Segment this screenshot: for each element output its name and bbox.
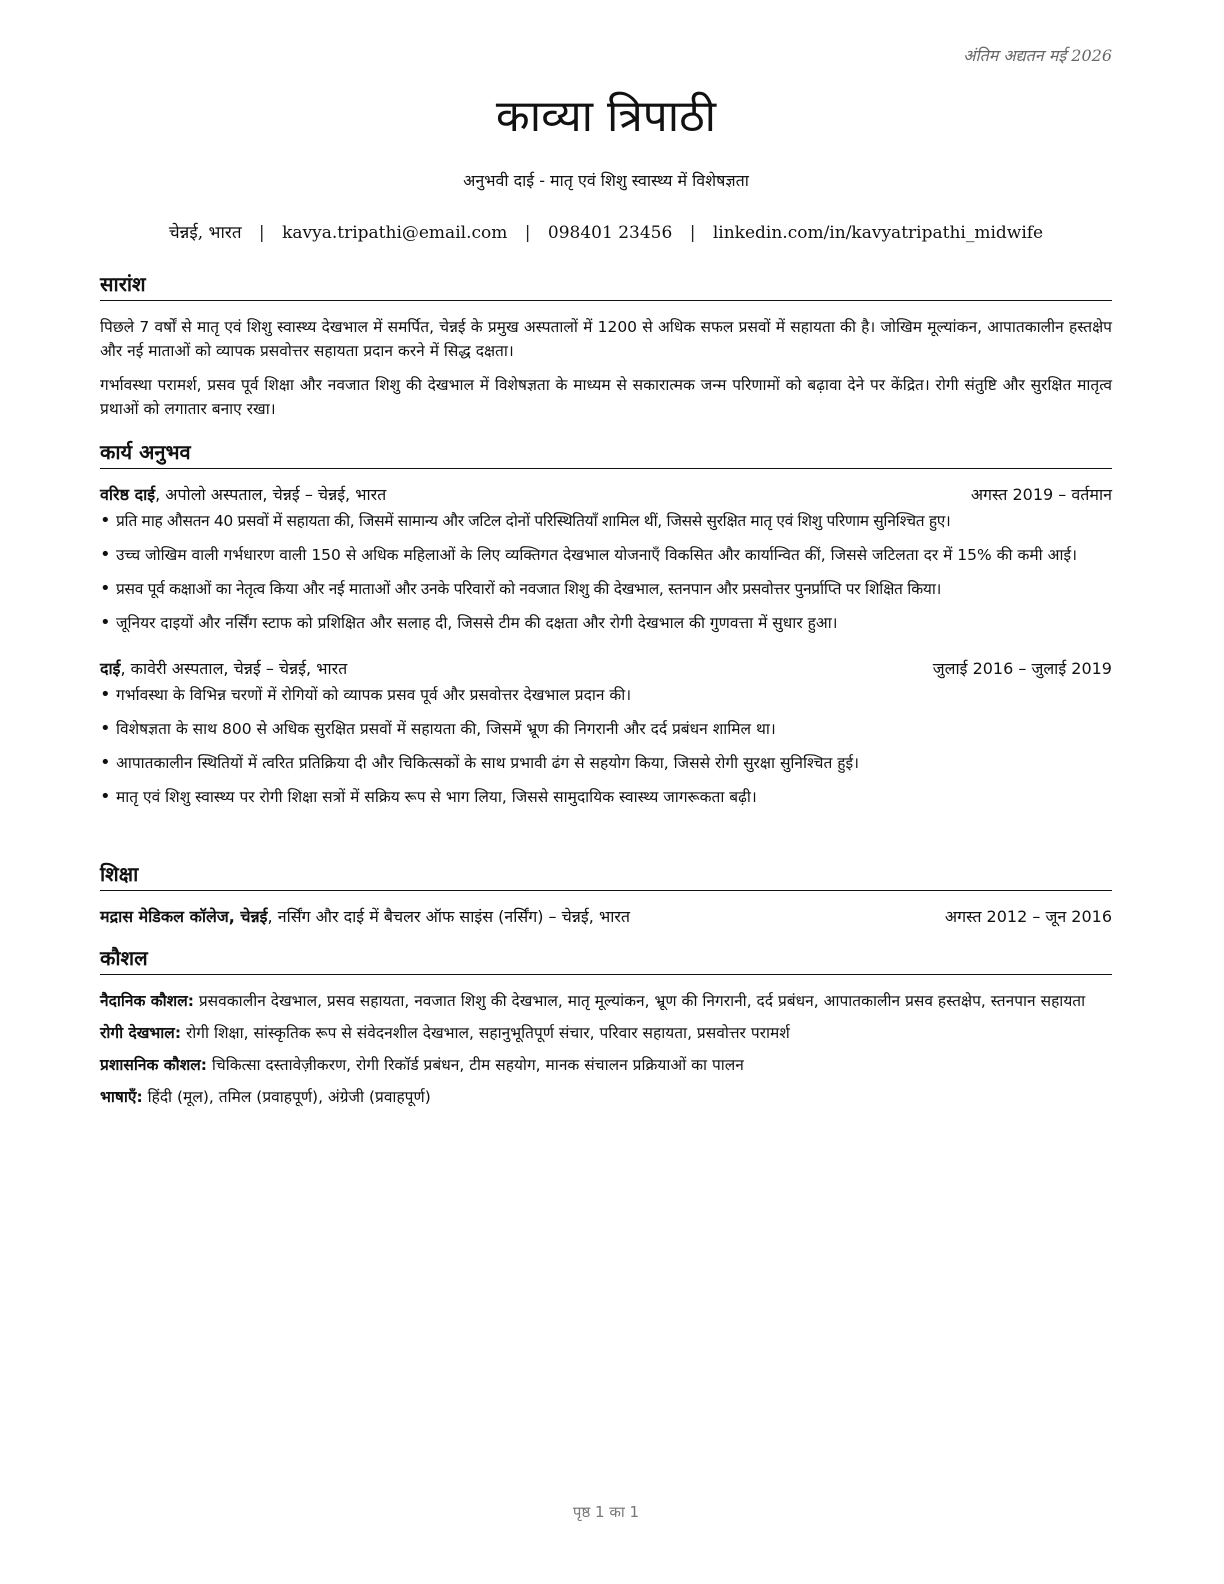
last-updated: अंतिम अद्यतन मई 2026: [963, 46, 1112, 65]
skill-line: [100, 989, 1112, 1013]
skills-section: [100, 944, 1112, 1109]
list-item: • आपातकालीन स्थितियों में त्वरित प्रतिक्रिया दी और चिकित्सकों के साथ प्रभावी ढंग से सहयोग किया, जिससे रोगी सुरक्षा सुनिश्चित हुई।: [100, 751, 1112, 775]
skill-label: नैदानिक कौशल:: [100, 992, 194, 1010]
education-institution: मद्रास मेडिकल कॉलेज, चेन्नई: [100, 907, 268, 926]
education-degree: , नर्सिंग और दाई में बैचलर ऑफ साइंस (नर्सिंग) – चेन्नई, भारत: [267, 907, 631, 926]
resume-page: [100, 0, 1112, 1584]
education-line: [100, 905, 630, 927]
summary-paragraph: पिछले 7 वर्षों से मातृ एवं शिशु स्वास्थ्य देखभाल में समर्पित, चेन्नई के प्रमुख अस्पतालों में 1200 से अधिक सफल प्रसवों में सहायता की है। जोखिम मूल्यांकन, आपातकालीन हस्तक्षेप और नई माताओं को व्यापक प्रसवोत्तर सहायता प्रदान करने में सिद्ध दक्षता।: [100, 318, 1112, 360]
skill-text: चिकित्सा दस्तावेज़ीकरण, रोगी रिकॉर्ड प्रबंधन, टीम सहयोग, मानक संचालन प्रक्रियाओं का पालन: [206, 1056, 744, 1074]
skill-label: प्रशासनिक कौशल:: [100, 1056, 207, 1074]
job-bullets: [100, 683, 1112, 809]
contact-line: [100, 220, 1112, 243]
education-entry: [100, 905, 1112, 927]
job-bullets: [100, 509, 1112, 635]
contact-location: चेन्नई, भारत: [168, 223, 242, 243]
contact-linkedin[interactable]: linkedin.com/in/kavyatripathi_midwife: [712, 223, 1044, 243]
job-role: वरिष्ठ दाई: [100, 485, 156, 504]
skill-text: हिंदी (मूल), तमिल (प्रवाहपूर्ण), अंग्रेजी (प्रवाहपूर्ण): [142, 1088, 431, 1106]
section-title: सारांश: [100, 270, 1112, 301]
job-role: दाई: [100, 659, 121, 678]
list-item: • प्रसव पूर्व कक्षाओं का नेतृत्व किया और नई माताओं और उनके परिवारों को नवजात शिशु की देखभाल, स्तनपान और प्रसवोत्तर पुनर्प्राप्ति पर शिक्षित किया।: [100, 577, 1112, 601]
skill-text: प्रसवकालीन देखभाल, प्रसव सहायता, नवजात शिशु की देखभाल, मातृ मूल्यांकन, भ्रूण की निगरानी, दर्द प्रबंधन, आपातकालीन प्रसव हस्तक्षेप, स्तनपान सहायता: [193, 992, 1086, 1010]
summary-paragraph: गर्भावस्था परामर्श, प्रसव पूर्व शिक्षा और नवजात शिशु की देखभाल में विशेषज्ञता के माध्यम से सकारात्मक जन्म परिणामों को बढ़ावा देने पर केंद्रित। रोगी संतुष्टि और सुरक्षित मातृत्व प्रथाओं को लगातार बनाए रखा।: [100, 376, 1112, 418]
contact-separator: |: [524, 223, 531, 243]
skill-text: रोगी शिक्षा, सांस्कृतिक रूप से संवेदनशील देखभाल, सहानुभूतिपूर्ण संचार, परिवार सहायता, प्रसवोत्तर परामर्श: [181, 1024, 790, 1042]
job-title-line: [100, 483, 386, 505]
list-item: • जूनियर दाइयों और नर्सिंग स्टाफ को प्रशिक्षित और सलाह दी, जिससे टीम की दक्षता और रोगी देखभाल की गुणवत्ता में सुधार हुआ।: [100, 611, 1112, 635]
education-dates: अगस्त 2012 – जून 2016: [944, 907, 1112, 926]
experience-section: [100, 438, 1112, 819]
education-section: [100, 860, 1112, 927]
list-item: • प्रति माह औसतन 40 प्रसवों में सहायता की, जिसमें सामान्य और जटिल दोनों परिस्थितियाँ शामिल थीं, जिससे सुरक्षित मातृ एवं शिशु परिणाम सुनिश्चित हुए।: [100, 509, 1112, 533]
job-org: , कावेरी अस्पताल, चेन्नई – चेन्नई, भारत: [120, 659, 348, 678]
job-header: [100, 657, 1112, 679]
job-dates: अगस्त 2019 – वर्तमान: [970, 485, 1112, 504]
job-dates: जुलाई 2016 – जुलाई 2019: [932, 659, 1112, 678]
skill-line: [100, 1021, 1112, 1045]
summary-section: [100, 270, 1112, 421]
job-org: , अपोलो अस्पताल, चेन्नई – चेन्नई, भारत: [155, 485, 387, 504]
list-item: • उच्च जोखिम वाली गर्भधारण वाली 150 से अधिक महिलाओं के लिए व्यक्तिगत देखभाल योजनाएँ विकसित और कार्यान्वित कीं, जिससे जटिलता दर में 15% की कमी आई।: [100, 543, 1112, 567]
job-header: [100, 483, 1112, 505]
skill-line: [100, 1085, 1112, 1109]
skill-line: [100, 1053, 1112, 1077]
section-title: कौशल: [100, 944, 1112, 975]
contact-separator: |: [258, 223, 265, 243]
section-title: कार्य अनुभव: [100, 438, 1112, 469]
list-item: • गर्भावस्था के विभिन्न चरणों में रोगियों को व्यापक प्रसव पूर्व और प्रसवोत्तर देखभाल प्रदान की।: [100, 683, 1112, 707]
job-title-line: [100, 657, 347, 679]
contact-phone[interactable]: 098401 23456: [547, 223, 673, 243]
section-title: शिक्षा: [100, 860, 1112, 891]
list-item: • विशेषज्ञता के साथ 800 से अधिक सुरक्षित प्रसवों में सहायता की, जिसमें भ्रूण की निगरानी और दर्द प्रबंधन शामिल था।: [100, 717, 1112, 741]
list-item: • मातृ एवं शिशु स्वास्थ्य पर रोगी शिक्षा सत्रों में सक्रिय रूप से भाग लिया, जिससे सामुदायिक स्वास्थ्य जागरूकता बढ़ी।: [100, 785, 1112, 809]
candidate-name: काव्या त्रिपाठी: [495, 91, 717, 142]
skill-label: रोगी देखभाल:: [100, 1024, 182, 1042]
page-number: पृष्ठ 1 का 1: [572, 1503, 640, 1521]
tagline: अनुभवी दाई - मातृ एवं शिशु स्वास्थ्य में विशेषज्ञता: [463, 171, 749, 190]
skill-label: भाषाएँ:: [100, 1088, 143, 1106]
contact-email[interactable]: kavya.tripathi@email.com: [282, 223, 508, 243]
contact-separator: |: [689, 223, 696, 243]
